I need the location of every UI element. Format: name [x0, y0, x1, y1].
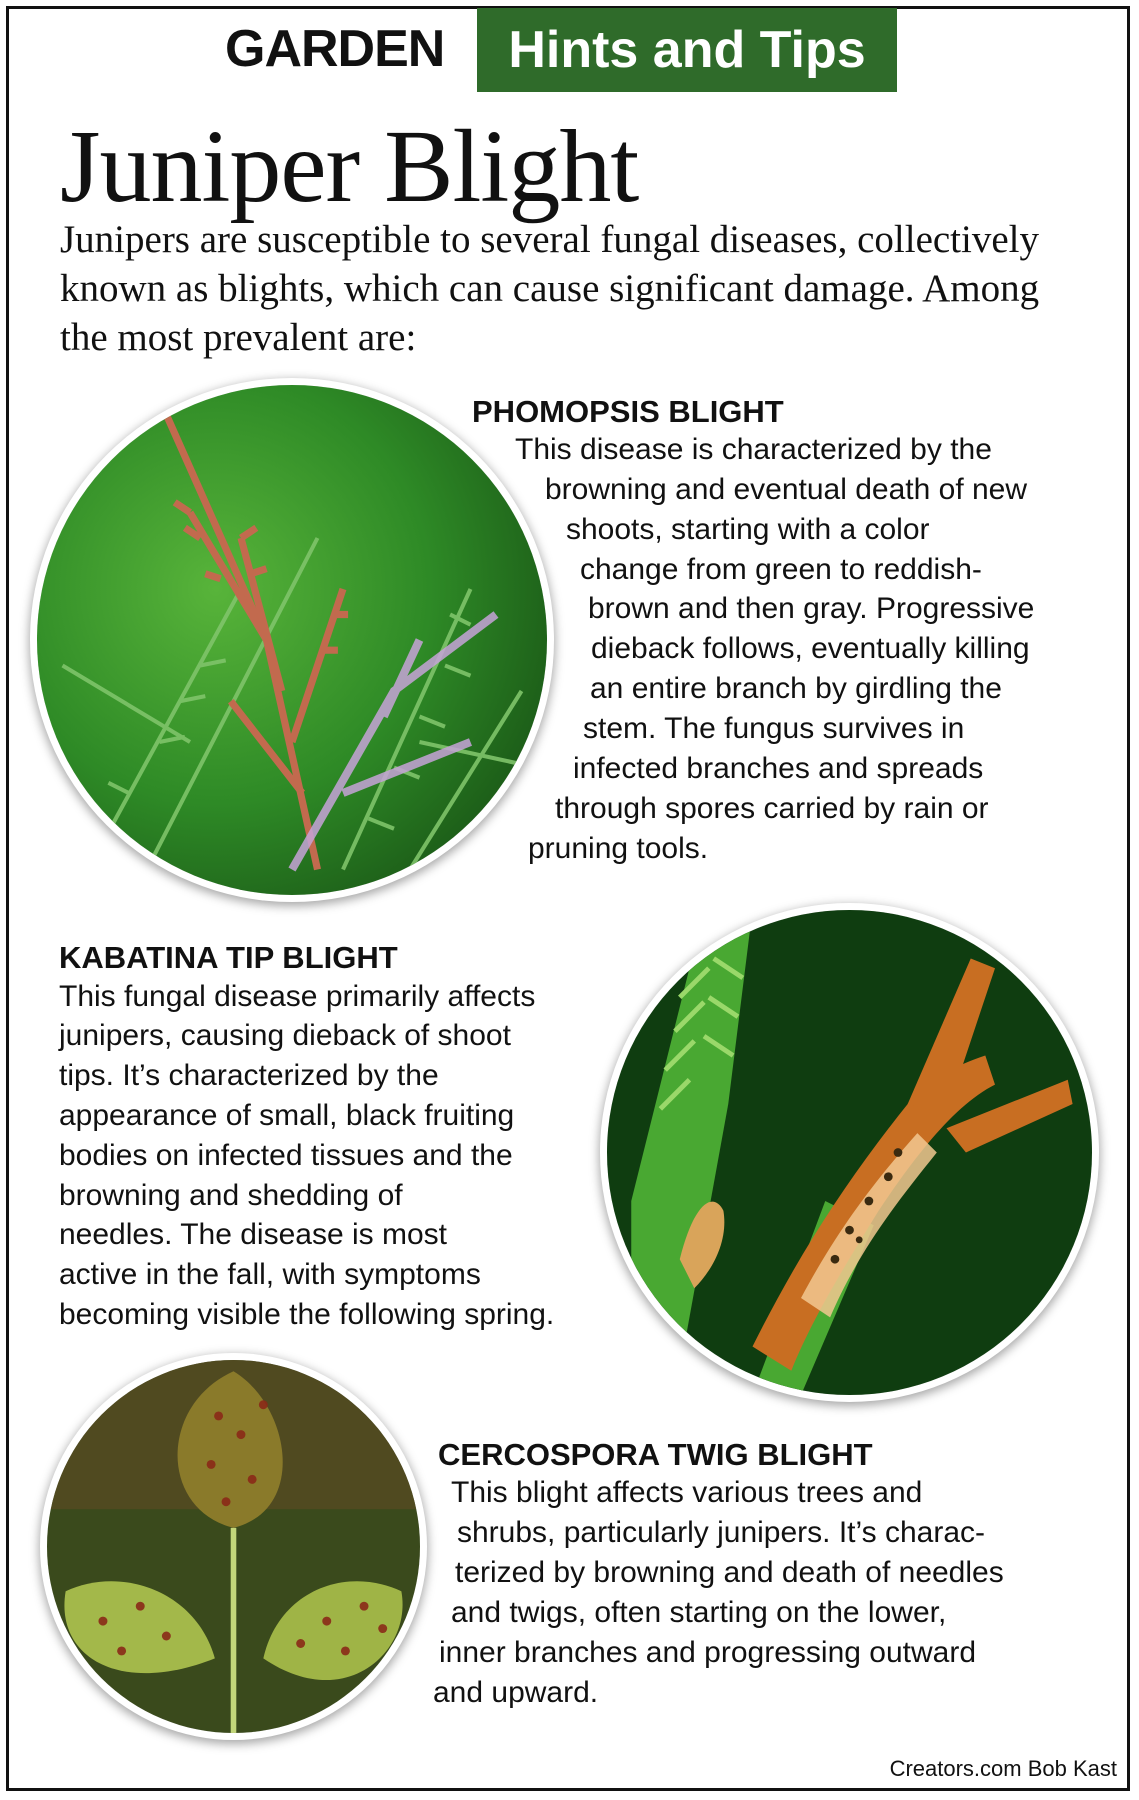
phomopsis-heading: PHOMOPSIS BLIGHT: [472, 394, 784, 429]
kabatina-text-line: active in the fall, with symptoms: [59, 1258, 481, 1291]
article-intro: Junipers are susceptible to several fungal diseases, collectively known as blights, which can cause significant damage. Among the most prevalent are:: [60, 218, 1040, 359]
cercospora-text-line: shrubs, particularly junipers. It’s charac-: [457, 1516, 985, 1549]
phomopsis-text-line: shoots, starting with a color: [566, 513, 930, 546]
kabatina-text-line: becoming visible the following spring.: [59, 1298, 555, 1331]
phomopsis-text-line: browning and eventual death of new: [545, 473, 1028, 506]
juniper-tip-closeup-photo: [607, 910, 1092, 1395]
hints-tips-badge: Hints and Tips: [477, 8, 897, 92]
cercospora-text-line: and upward.: [433, 1676, 599, 1709]
article-title: Juniper Blight: [60, 109, 639, 224]
cercospora-text-line: and twigs, often starting on the lower,: [451, 1596, 947, 1629]
kabatina-text-line: needles. The disease is most: [59, 1218, 447, 1251]
cercospora-text-line: terized by browning and death of needles: [455, 1556, 1004, 1589]
cercospora-heading: CERCOSPORA TWIG BLIGHT: [438, 1437, 873, 1472]
kabatina-text-line: bodies on infected tissues and the: [59, 1139, 513, 1172]
phomopsis-text-line: through spores carried by rain or: [555, 792, 989, 825]
phomopsis-text-line: dieback follows, eventually killing: [591, 632, 1030, 665]
kabatina-text-line: browning and shedding of: [59, 1179, 403, 1212]
phomopsis-text-line: stem. The fungus survives in: [583, 712, 965, 745]
juniper-branch-photo: [37, 385, 547, 895]
photo-credit: Creators.com Bob Kast: [889, 1756, 1117, 1781]
phomopsis-text-line: This disease is characterized by the: [515, 433, 992, 466]
phomopsis-text-line: infected branches and spreads: [573, 752, 984, 785]
spotted-leaves-photo: [47, 1360, 420, 1733]
phomopsis-text-line: change from green to reddish-: [580, 553, 982, 586]
kabatina-heading: KABATINA TIP BLIGHT: [59, 940, 398, 975]
kabatina-text-line: tips. It’s characterized by the: [59, 1059, 439, 1092]
cercospora-text-line: This blight affects various trees and: [451, 1476, 923, 1509]
phomopsis-text-line: brown and then gray. Progressive: [588, 592, 1035, 625]
section-label: GARDEN: [225, 20, 445, 78]
cercospora-text-line: inner branches and progressing outward: [439, 1636, 976, 1669]
kabatina-text-line: appearance of small, black fruiting: [59, 1099, 515, 1132]
phomopsis-text-line: an entire branch by girdling the: [590, 672, 1002, 705]
kabatina-text-line: This fungal disease primarily affects: [59, 980, 536, 1013]
kabatina-text-line: junipers, causing dieback of shoot: [59, 1019, 511, 1052]
phomopsis-text-line: pruning tools.: [528, 832, 709, 865]
